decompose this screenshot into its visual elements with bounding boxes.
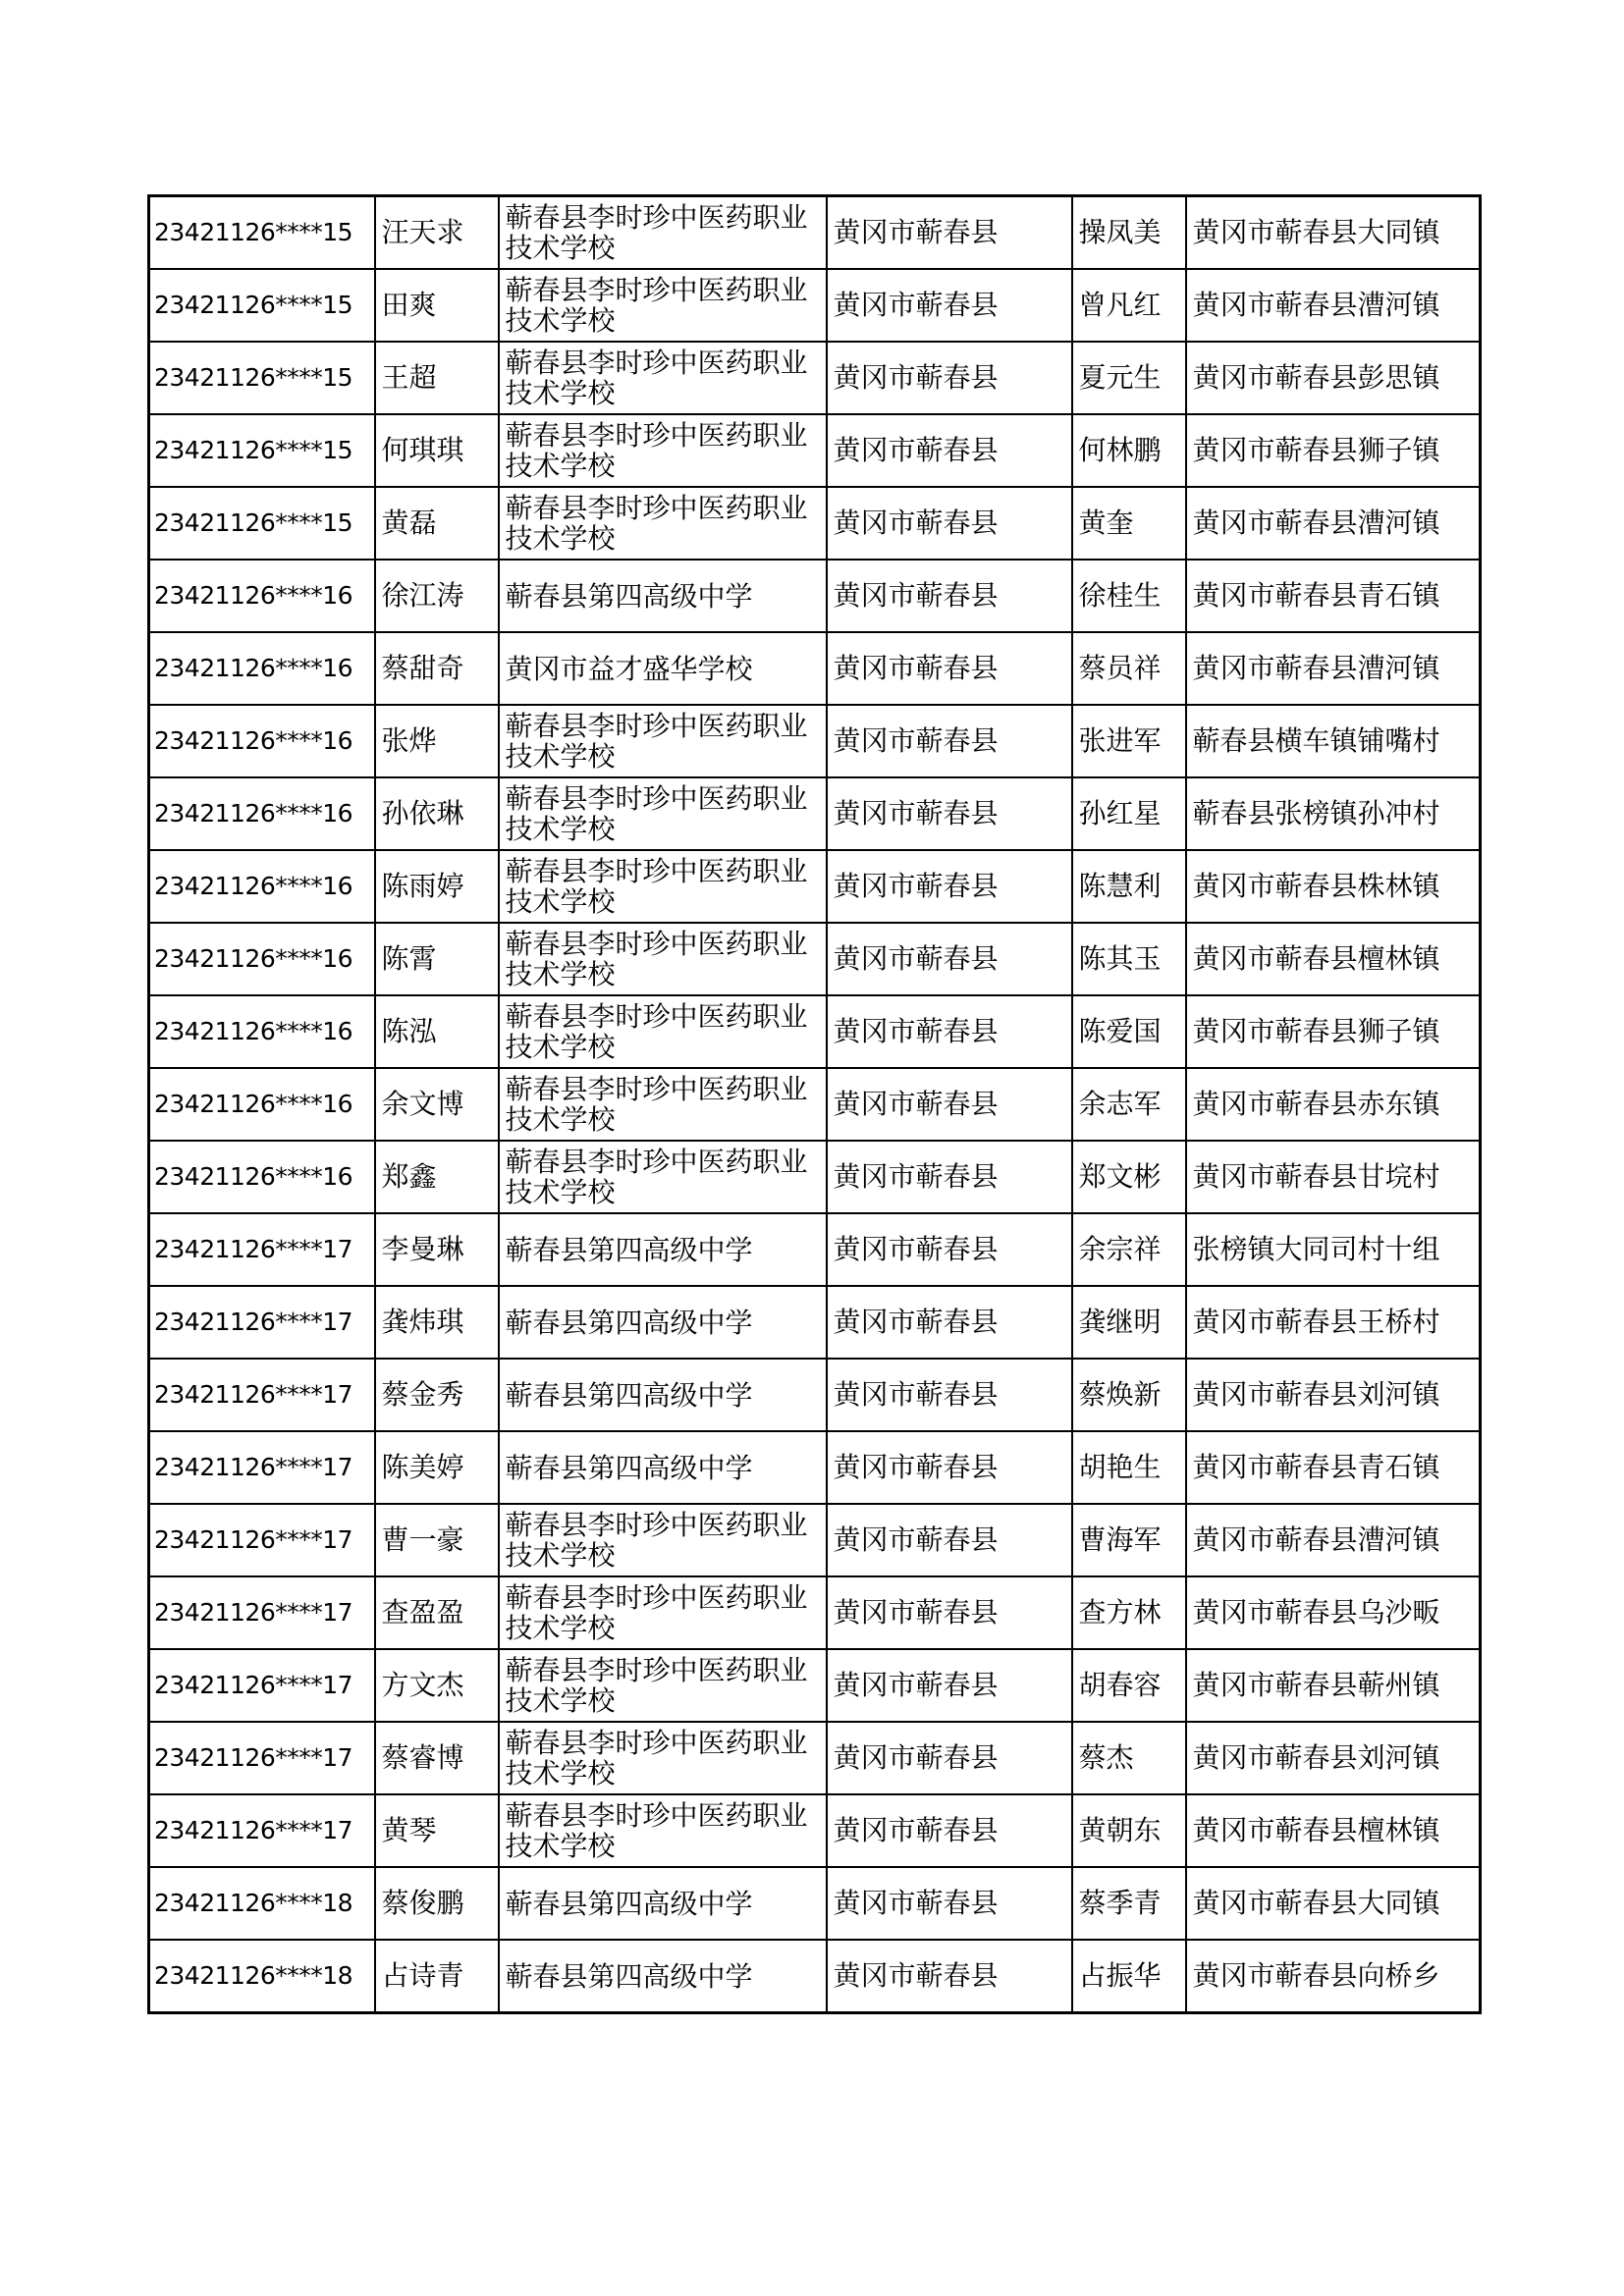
guardian-name-cell: 孙红星 xyxy=(1072,777,1186,850)
table-row xyxy=(149,1794,1481,1867)
table-row xyxy=(149,487,1481,560)
id-cell: 23421126****15 xyxy=(149,487,375,560)
address-cell: 黄冈市蕲春县檀林镇 xyxy=(1186,1794,1481,1867)
student-name-cell: 陈霄 xyxy=(375,923,499,995)
guardian-name-cell: 徐桂生 xyxy=(1072,560,1186,632)
student-name-cell: 汪天求 xyxy=(375,196,499,270)
region-cell: 黄冈市蕲春县 xyxy=(827,487,1072,560)
guardian-name-cell: 操凤美 xyxy=(1072,196,1186,270)
table-row xyxy=(149,705,1481,777)
id-cell: 23421126****17 xyxy=(149,1431,375,1504)
id-cell: 23421126****16 xyxy=(149,705,375,777)
student-name-cell: 张烨 xyxy=(375,705,499,777)
region-cell: 黄冈市蕲春县 xyxy=(827,560,1072,632)
id-cell: 23421126****17 xyxy=(149,1504,375,1576)
table-row xyxy=(149,777,1481,850)
table-row xyxy=(149,1286,1481,1359)
guardian-name-cell: 夏元生 xyxy=(1072,342,1186,414)
address-cell: 黄冈市蕲春县刘河镇 xyxy=(1186,1722,1481,1794)
guardian-name-cell: 曹海军 xyxy=(1072,1504,1186,1576)
table-row xyxy=(149,1068,1481,1141)
guardian-name-cell: 张进军 xyxy=(1072,705,1186,777)
region-cell: 黄冈市蕲春县 xyxy=(827,196,1072,270)
region-cell: 黄冈市蕲春县 xyxy=(827,1722,1072,1794)
school-cell: 蕲春县李时珍中医药职业技术学校 xyxy=(499,196,827,270)
id-cell: 23421126****16 xyxy=(149,560,375,632)
address-cell: 黄冈市蕲春县向桥乡 xyxy=(1186,1940,1481,2013)
table-row xyxy=(149,1141,1481,1213)
address-cell: 黄冈市蕲春县漕河镇 xyxy=(1186,269,1481,342)
region-cell: 黄冈市蕲春县 xyxy=(827,1649,1072,1722)
region-cell: 黄冈市蕲春县 xyxy=(827,632,1072,705)
region-cell: 黄冈市蕲春县 xyxy=(827,995,1072,1068)
id-cell: 23421126****17 xyxy=(149,1213,375,1286)
address-cell: 黄冈市蕲春县檀林镇 xyxy=(1186,923,1481,995)
school-cell: 蕲春县李时珍中医药职业技术学校 xyxy=(499,414,827,487)
school-cell: 蕲春县李时珍中医药职业技术学校 xyxy=(499,269,827,342)
region-cell: 黄冈市蕲春县 xyxy=(827,269,1072,342)
id-cell: 23421126****17 xyxy=(149,1722,375,1794)
school-cell: 蕲春县李时珍中医药职业技术学校 xyxy=(499,1141,827,1213)
school-cell: 蕲春县李时珍中医药职业技术学校 xyxy=(499,777,827,850)
table-row xyxy=(149,995,1481,1068)
region-cell: 黄冈市蕲春县 xyxy=(827,777,1072,850)
school-cell: 蕲春县第四高级中学 xyxy=(499,1867,827,1940)
table-row xyxy=(149,632,1481,705)
school-cell: 蕲春县李时珍中医药职业技术学校 xyxy=(499,1649,827,1722)
guardian-name-cell: 余宗祥 xyxy=(1072,1213,1186,1286)
table-row xyxy=(149,1359,1481,1431)
id-cell: 23421126****17 xyxy=(149,1359,375,1431)
student-name-cell: 王超 xyxy=(375,342,499,414)
student-name-cell: 蔡俊鹏 xyxy=(375,1867,499,1940)
id-cell: 23421126****17 xyxy=(149,1649,375,1722)
address-cell: 黄冈市蕲春县青石镇 xyxy=(1186,560,1481,632)
school-cell: 蕲春县李时珍中医药职业技术学校 xyxy=(499,995,827,1068)
guardian-name-cell: 胡艳生 xyxy=(1072,1431,1186,1504)
address-cell: 蕲春县横车镇铺嘴村 xyxy=(1186,705,1481,777)
id-cell: 23421126****16 xyxy=(149,1068,375,1141)
table-row xyxy=(149,1504,1481,1576)
table-row xyxy=(149,850,1481,923)
student-name-cell: 方文杰 xyxy=(375,1649,499,1722)
address-cell: 黄冈市蕲春县大同镇 xyxy=(1186,196,1481,270)
guardian-name-cell: 何林鹏 xyxy=(1072,414,1186,487)
guardian-name-cell: 黄朝东 xyxy=(1072,1794,1186,1867)
student-name-cell: 徐江涛 xyxy=(375,560,499,632)
address-cell: 黄冈市蕲春县甘垸村 xyxy=(1186,1141,1481,1213)
guardian-name-cell: 蔡杰 xyxy=(1072,1722,1186,1794)
student-name-cell: 黄琴 xyxy=(375,1794,499,1867)
school-cell: 蕲春县李时珍中医药职业技术学校 xyxy=(499,1576,827,1649)
id-cell: 23421126****16 xyxy=(149,632,375,705)
school-cell: 蕲春县李时珍中医药职业技术学校 xyxy=(499,850,827,923)
region-cell: 黄冈市蕲春县 xyxy=(827,1867,1072,1940)
region-cell: 黄冈市蕲春县 xyxy=(827,1431,1072,1504)
address-cell: 黄冈市蕲春县狮子镇 xyxy=(1186,995,1481,1068)
student-name-cell: 查盈盈 xyxy=(375,1576,499,1649)
region-cell: 黄冈市蕲春县 xyxy=(827,342,1072,414)
table-row xyxy=(149,196,1481,270)
guardian-name-cell: 蔡员祥 xyxy=(1072,632,1186,705)
school-cell: 蕲春县第四高级中学 xyxy=(499,1431,827,1504)
student-name-cell: 田爽 xyxy=(375,269,499,342)
id-cell: 23421126****15 xyxy=(149,414,375,487)
region-cell: 黄冈市蕲春县 xyxy=(827,1504,1072,1576)
student-name-cell: 郑鑫 xyxy=(375,1141,499,1213)
id-cell: 23421126****17 xyxy=(149,1576,375,1649)
student-name-cell: 陈泓 xyxy=(375,995,499,1068)
id-cell: 23421126****16 xyxy=(149,923,375,995)
school-cell: 蕲春县第四高级中学 xyxy=(499,560,827,632)
id-cell: 23421126****15 xyxy=(149,269,375,342)
region-cell: 黄冈市蕲春县 xyxy=(827,923,1072,995)
address-cell: 黄冈市蕲春县赤东镇 xyxy=(1186,1068,1481,1141)
region-cell: 黄冈市蕲春县 xyxy=(827,1576,1072,1649)
region-cell: 黄冈市蕲春县 xyxy=(827,1213,1072,1286)
id-cell: 23421126****16 xyxy=(149,850,375,923)
guardian-name-cell: 蔡季青 xyxy=(1072,1867,1186,1940)
table-row xyxy=(149,1576,1481,1649)
table-row xyxy=(149,1722,1481,1794)
student-name-cell: 蔡睿博 xyxy=(375,1722,499,1794)
id-cell: 23421126****17 xyxy=(149,1286,375,1359)
region-cell: 黄冈市蕲春县 xyxy=(827,850,1072,923)
address-cell: 黄冈市蕲春县株林镇 xyxy=(1186,850,1481,923)
address-cell: 黄冈市蕲春县大同镇 xyxy=(1186,1867,1481,1940)
region-cell: 黄冈市蕲春县 xyxy=(827,705,1072,777)
id-cell: 23421126****15 xyxy=(149,342,375,414)
region-cell: 黄冈市蕲春县 xyxy=(827,1794,1072,1867)
address-cell: 黄冈市蕲春县漕河镇 xyxy=(1186,1504,1481,1576)
guardian-name-cell: 蔡焕新 xyxy=(1072,1359,1186,1431)
guardian-name-cell: 陈爱国 xyxy=(1072,995,1186,1068)
guardian-name-cell: 余志军 xyxy=(1072,1068,1186,1141)
address-cell: 黄冈市蕲春县彭思镇 xyxy=(1186,342,1481,414)
guardian-name-cell: 郑文彬 xyxy=(1072,1141,1186,1213)
id-cell: 23421126****17 xyxy=(149,1794,375,1867)
region-cell: 黄冈市蕲春县 xyxy=(827,1940,1072,2013)
table-row xyxy=(149,269,1481,342)
table-row xyxy=(149,1867,1481,1940)
school-cell: 蕲春县李时珍中医药职业技术学校 xyxy=(499,1722,827,1794)
school-cell: 黄冈市益才盛华学校 xyxy=(499,632,827,705)
address-cell: 黄冈市蕲春县刘河镇 xyxy=(1186,1359,1481,1431)
id-cell: 23421126****16 xyxy=(149,995,375,1068)
id-cell: 23421126****18 xyxy=(149,1940,375,2013)
school-cell: 蕲春县李时珍中医药职业技术学校 xyxy=(499,1794,827,1867)
region-cell: 黄冈市蕲春县 xyxy=(827,414,1072,487)
school-cell: 蕲春县李时珍中医药职业技术学校 xyxy=(499,923,827,995)
id-cell: 23421126****15 xyxy=(149,196,375,270)
student-name-cell: 黄磊 xyxy=(375,487,499,560)
id-cell: 23421126****18 xyxy=(149,1867,375,1940)
guardian-name-cell: 查方林 xyxy=(1072,1576,1186,1649)
address-cell: 黄冈市蕲春县狮子镇 xyxy=(1186,414,1481,487)
school-cell: 蕲春县第四高级中学 xyxy=(499,1286,827,1359)
table-row xyxy=(149,1213,1481,1286)
table-row xyxy=(149,342,1481,414)
table-row xyxy=(149,1649,1481,1722)
id-cell: 23421126****16 xyxy=(149,777,375,850)
region-cell: 黄冈市蕲春县 xyxy=(827,1359,1072,1431)
student-name-cell: 何琪琪 xyxy=(375,414,499,487)
school-cell: 蕲春县第四高级中学 xyxy=(499,1213,827,1286)
school-cell: 蕲春县李时珍中医药职业技术学校 xyxy=(499,1068,827,1141)
student-name-cell: 占诗青 xyxy=(375,1940,499,2013)
school-cell: 蕲春县李时珍中医药职业技术学校 xyxy=(499,705,827,777)
school-cell: 蕲春县李时珍中医药职业技术学校 xyxy=(499,487,827,560)
guardian-name-cell: 胡春容 xyxy=(1072,1649,1186,1722)
address-cell: 张榜镇大同司村十组 xyxy=(1186,1213,1481,1286)
address-cell: 黄冈市蕲春县漕河镇 xyxy=(1186,487,1481,560)
student-name-cell: 李曼琳 xyxy=(375,1213,499,1286)
table-row xyxy=(149,414,1481,487)
student-name-cell: 蔡甜奇 xyxy=(375,632,499,705)
guardian-name-cell: 曾凡红 xyxy=(1072,269,1186,342)
region-cell: 黄冈市蕲春县 xyxy=(827,1141,1072,1213)
student-name-cell: 余文博 xyxy=(375,1068,499,1141)
guardian-name-cell: 陈其玉 xyxy=(1072,923,1186,995)
student-name-cell: 陈雨婷 xyxy=(375,850,499,923)
student-name-cell: 蔡金秀 xyxy=(375,1359,499,1431)
school-cell: 蕲春县第四高级中学 xyxy=(499,1940,827,2013)
guardian-name-cell: 黄奎 xyxy=(1072,487,1186,560)
table-row xyxy=(149,1940,1481,2013)
address-cell: 黄冈市蕲春县漕河镇 xyxy=(1186,632,1481,705)
school-cell: 蕲春县第四高级中学 xyxy=(499,1359,827,1431)
region-cell: 黄冈市蕲春县 xyxy=(827,1286,1072,1359)
address-cell: 蕲春县张榜镇孙冲村 xyxy=(1186,777,1481,850)
region-cell: 黄冈市蕲春县 xyxy=(827,1068,1072,1141)
student-name-cell: 曹一豪 xyxy=(375,1504,499,1576)
student-name-cell: 孙依琳 xyxy=(375,777,499,850)
table-row xyxy=(149,1431,1481,1504)
guardian-name-cell: 陈慧利 xyxy=(1072,850,1186,923)
school-cell: 蕲春县李时珍中医药职业技术学校 xyxy=(499,342,827,414)
guardian-name-cell: 占振华 xyxy=(1072,1940,1186,2013)
student-name-cell: 龚炜琪 xyxy=(375,1286,499,1359)
roster-table xyxy=(147,194,1482,2014)
guardian-name-cell: 龚继明 xyxy=(1072,1286,1186,1359)
id-cell: 23421126****16 xyxy=(149,1141,375,1213)
student-name-cell: 陈美婷 xyxy=(375,1431,499,1504)
school-cell: 蕲春县李时珍中医药职业技术学校 xyxy=(499,1504,827,1576)
address-cell: 黄冈市蕲春县乌沙畈 xyxy=(1186,1576,1481,1649)
address-cell: 黄冈市蕲春县蕲州镇 xyxy=(1186,1649,1481,1722)
table-row xyxy=(149,560,1481,632)
address-cell: 黄冈市蕲春县王桥村 xyxy=(1186,1286,1481,1359)
roster-body xyxy=(149,196,1481,2013)
address-cell: 黄冈市蕲春县青石镇 xyxy=(1186,1431,1481,1504)
table-row xyxy=(149,923,1481,995)
